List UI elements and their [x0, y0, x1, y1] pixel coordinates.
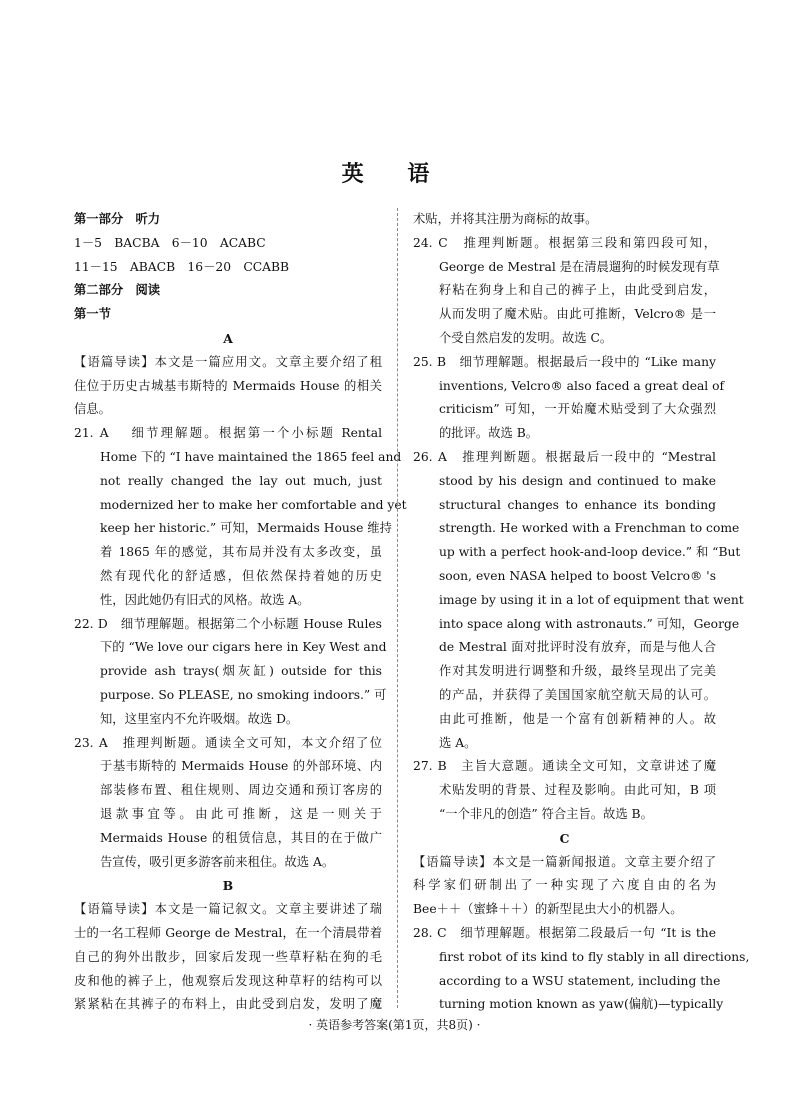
right-column-line: 27. B 主旨大意题。通读全文可知，文章讲述了魔 [413, 759, 716, 774]
right-column-line: according to a WSU statement, including the [439, 973, 721, 988]
right-column-line: image by using it in a lot of equipment that went [439, 592, 744, 607]
right-column-line: de Mestral 面对批评时没有放弃，而是与他人合 [439, 640, 716, 655]
left-column-line: not really changed the lay out much, just [100, 473, 382, 488]
right-column-line: 籽粘在狗身上和自己的裤子上，由此受到启发， [439, 283, 716, 298]
left-column-line: A [223, 330, 233, 346]
left-column-line: 22. D 细节理解题。根据第二个小标题 House Rules [74, 616, 382, 631]
right-column-line: 【语篇导读】本文是一篇新闻报道。文章主要介绍了 [413, 854, 716, 869]
right-column-line: “一个非凡的创造” 符合主旨。故选 B。 [439, 806, 653, 821]
right-column-line: 28. C 细节理解题。根据第二段最后一句 “It is the [413, 925, 716, 940]
left-column-line: keep her historic.” 可知，Mermaids House 维持 [100, 521, 392, 536]
page-footer: · 英语参考答案(第1页，共8页) · [308, 1018, 481, 1032]
left-column-line: 【语篇导读】本文是一篇记叙文。文章主要讲述了瑞 [74, 902, 382, 917]
left-column-line: 紧紧粘在其裤子的布料上，由此受到启发，发明了魔 [74, 997, 382, 1012]
right-column-line: 24. C 推理判断题。根据第三段和第四段可知， [413, 235, 716, 250]
left-column-line: Home 下的 “I have maintained the 1865 feel and [100, 449, 402, 464]
right-column-line: 科学家们研制出了一种实现了六度自由的名为 [413, 878, 716, 893]
left-column-line: 1－5 BACBA 6－10 ACABC [74, 235, 266, 250]
page-title: 英 语 [341, 162, 448, 187]
right-column-line: criticism” 可知，一开始魔术贴受到了大众强烈 [439, 402, 716, 417]
right-column-line: 的批评。故选 B。 [439, 426, 539, 441]
right-column-line: 的产品，并获得了美国国家航空航天局的认可。 [439, 687, 716, 702]
left-column-line: B [222, 878, 234, 894]
right-column-line: 术贴，并将其注册为商标的故事。 [413, 212, 598, 226]
column-divider [397, 208, 398, 1008]
right-column-line: 术贴发明的背景、过程及影响。由此可知，B 项 [439, 783, 716, 798]
left-column-line: 性，因此她仍有旧式的风格。故选 A。 [100, 592, 310, 607]
right-column-line: 从而发明了魔术贴。由此可推断，Velcro® 是一 [439, 307, 716, 322]
right-column-line: 26. A 推理判断题。根据最后一段中的 “Mestral [413, 449, 716, 464]
left-column-line: 住位于历史古城基韦斯特的 Mermaids House 的相关 [74, 378, 382, 393]
right-column-line: 由此可推断，他是一个富有创新精神的人。故 [439, 711, 716, 726]
left-column-line: 自己的狗外出散步，回家后发现一些草籽粘在狗的毛 [74, 949, 382, 964]
right-column-line: inventions, Velcro® also faced a great deal of [439, 378, 725, 393]
left-column-line: modernized her to make her comfortable and yet [100, 497, 407, 512]
right-column-line: strength. He worked with a Frenchman to come [439, 521, 740, 536]
right-column-line: first robot of its kind to fly stably in all directions, [439, 949, 750, 964]
right-column-line: stood by his design and continued to make [439, 473, 716, 488]
right-column-line: 25. B 细节理解题。根据最后一段中的 “Like many [413, 354, 716, 369]
left-column-line: 知，这里室内不允许吸烟。故选 D。 [100, 711, 299, 726]
left-column-line: 皮和他的裤子上，他观察后发现这种草籽的结构可以 [74, 973, 382, 988]
left-column-line: 第一部分 听力 [74, 212, 161, 226]
left-column-line: 士的一名工程师 George de Mestral，在一个清晨带着 [74, 925, 382, 940]
left-column-line: purpose. So PLEASE, no smoking indoors.” 可 [100, 687, 387, 702]
left-column-line: 第一节 [74, 307, 111, 322]
right-column-line: soon, even NASA helped to boost Velcro® 's [439, 568, 716, 583]
left-column-line: 然有现代化的舒适感，但依然保持着她的历史 [100, 568, 382, 583]
right-column-line: 个受自然启发的发明。故选 C。 [439, 330, 613, 345]
right-column-line: 作对其发明进行调整和升级，最终呈现出了完美 [439, 664, 716, 679]
right-column-line: into space along with astronauts.” 可知，George [439, 616, 740, 631]
right-column-line: George de Mestral 是在清晨遛狗的时候发现有草 [439, 259, 720, 274]
right-column [413, 208, 750, 1017]
left-column-line: 11－15 ABACB 16－20 CCABB [74, 259, 290, 274]
left-column-line: 23. A 推理判断题。通读全文可知，本文介绍了位 [74, 735, 382, 750]
left-column-line: 信息。 [74, 402, 111, 417]
right-column-line: 选 A。 [439, 735, 477, 750]
right-column-line: up with a perfect hook-and-loop device.” 和 “But [439, 545, 741, 560]
right-column-line: turning motion known as yaw(偏航)—typically [439, 997, 724, 1012]
left-column-line: 部装修布置、租住规则、周边交通和预订客房的 [100, 783, 382, 798]
right-column-line: structural changes to enhance its bonding [439, 497, 716, 512]
left-column [74, 208, 407, 1017]
right-column-line: Bee＋＋（蜜蜂＋＋）的新型昆虫大小的机器人。 [413, 902, 683, 917]
left-column-line: 着 1865 年的感觉，其布局并没有太多改变，虽 [100, 545, 382, 560]
right-column-line: C [559, 830, 570, 846]
left-column-line: 【语篇导读】本文是一篇应用文。文章主要介绍了租 [74, 354, 382, 369]
left-column-line: 21. A 细节理解题。根据第一个小标题 Rental [74, 426, 382, 441]
left-column-line: Mermaids House 的租赁信息，其目的在于做广 [100, 830, 382, 845]
left-column-line: provide ash trays(烟灰缸) outside for this [100, 664, 382, 679]
left-column-line: 退款事宜等。由此可推断，这是一则关于 [100, 806, 382, 821]
left-column-line: 第二部分 阅读 [74, 283, 161, 298]
left-column-line: 告宣传，吸引更多游客前来租住。故选 A。 [100, 854, 335, 869]
left-column-line: 下的 “We love our cigars here in Key West and [100, 640, 387, 655]
left-column-line: 于基韦斯特的 Mermaids House 的外部环境、内 [100, 759, 382, 774]
